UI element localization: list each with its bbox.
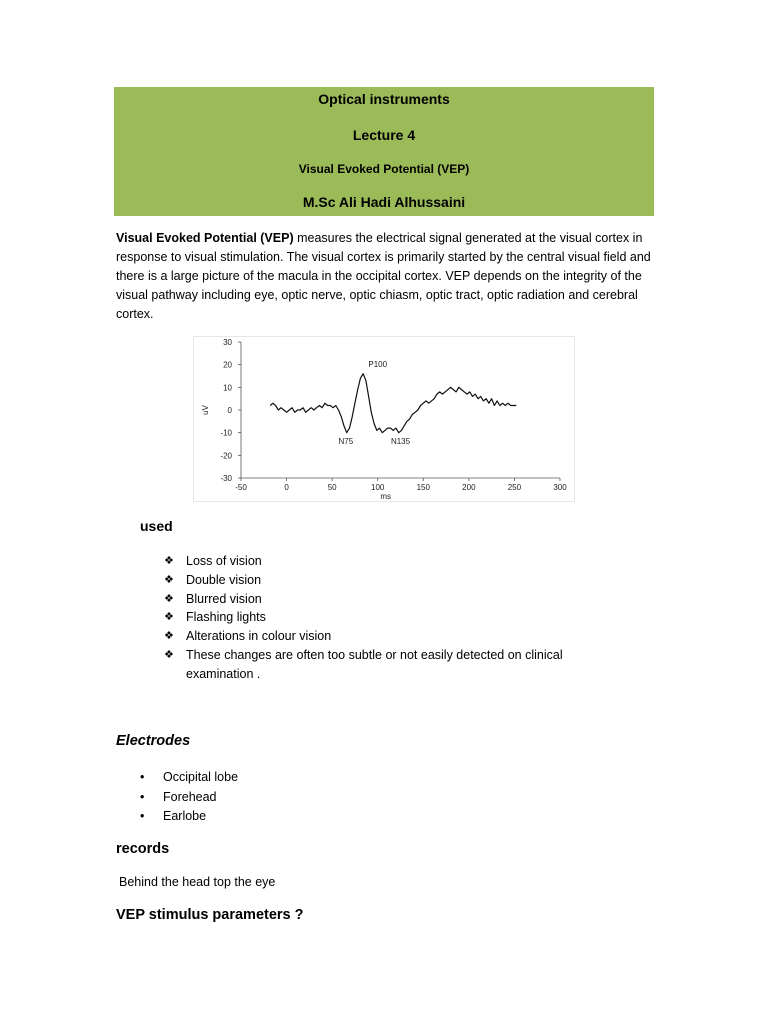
x-tick-label: 100 [371,483,385,492]
bullet-icon: ❖ [164,611,174,624]
electrodes-list [140,768,238,827]
used-list-item [164,608,604,627]
title-banner [114,87,654,216]
electrodes-list-item-text: Occipital lobe [163,770,239,784]
used-list-item-text: Blurred vision [186,591,262,606]
bullet-icon: ❖ [164,555,174,567]
x-tick-label: 0 [284,483,289,492]
peak-label: N75 [338,437,354,446]
y-tick-label: -20 [220,451,232,461]
vep-waveform-chart [193,336,575,502]
bullet-icon: ❖ [164,592,174,605]
y-tick-label: 30 [223,338,232,347]
x-tick-label: 250 [507,483,522,492]
vep-waveform-line [270,374,516,433]
x-tick-label: 150 [416,483,430,492]
bullet-icon: • [140,770,145,784]
document-title: Optical instruments [318,91,450,107]
used-heading: used [140,518,173,534]
bullet-icon: • [140,789,145,804]
records-text: Behind the head top the eye [119,875,276,889]
used-list-item [164,552,604,571]
vep-chart-svg [194,337,574,501]
peak-label: P100 [368,359,388,369]
y-tick-label: 0 [227,406,232,415]
lecture-subtitle: Visual Evoked Potential (VEP) [298,162,470,176]
records-heading: records [116,841,170,857]
electrodes-list-item-text: Earlobe [163,809,207,823]
used-list-item-text: Alterations in colour vision [186,629,332,644]
used-list-item-text: Loss of vision [186,554,262,568]
bullet-icon: • [140,809,145,823]
y-tick-label: 10 [223,383,232,393]
y-axis-label: uV [201,405,210,415]
electrodes-list-item [140,788,238,808]
intro-paragraph [116,229,656,324]
used-list-item [164,627,604,646]
used-list-item [164,646,604,684]
used-list-item [164,590,604,609]
electrodes-list-item-text: Forehead [163,789,217,804]
x-tick-label: -50 [235,483,247,492]
y-tick-label: -30 [220,474,232,483]
x-tick-label: 50 [327,483,337,492]
peak-label: N135 [390,437,411,446]
electrodes-heading: Electrodes [116,733,191,749]
x-tick-label: 300 [553,483,567,492]
x-axis-label: ms [380,492,392,501]
used-list-item-text: Flashing lights [186,610,266,625]
intro-bold-lead: Visual Evoked Potential (VEP) [116,231,294,245]
x-tick-label: 200 [462,483,476,492]
author-name: M.Sc Ali Hadi Alhussaini [302,194,466,210]
electrodes-list-item [140,807,238,827]
bullet-icon: ❖ [164,648,174,661]
bullet-icon: ❖ [164,573,174,586]
bullet-icon: ❖ [164,630,174,643]
lecture-number: Lecture 4 [352,127,416,143]
used-list-item-text: These changes are often too subtle or not easily detected on clinical examination . [186,647,563,681]
electrodes-list-item [140,768,238,788]
vep-parameters-heading: VEP stimulus parameters ? [116,907,304,923]
used-list-item-text: Double vision [186,572,262,587]
used-list-item [164,571,604,590]
intro-text: measures the electrical signal generated at the visual cortex in response to visual stimulation. The visual cortex is primarily started by the central visual field and there is a large picture of the macula in the occipital cortex. VEP depends on the integrity of the visual pathway including eye, optic nerve, optic chiasm, optic tract, optic radiation and cerebral cortex. [116,231,651,321]
y-tick-label: -10 [220,428,232,438]
used-list [164,552,604,684]
y-tick-label: 20 [223,360,232,370]
